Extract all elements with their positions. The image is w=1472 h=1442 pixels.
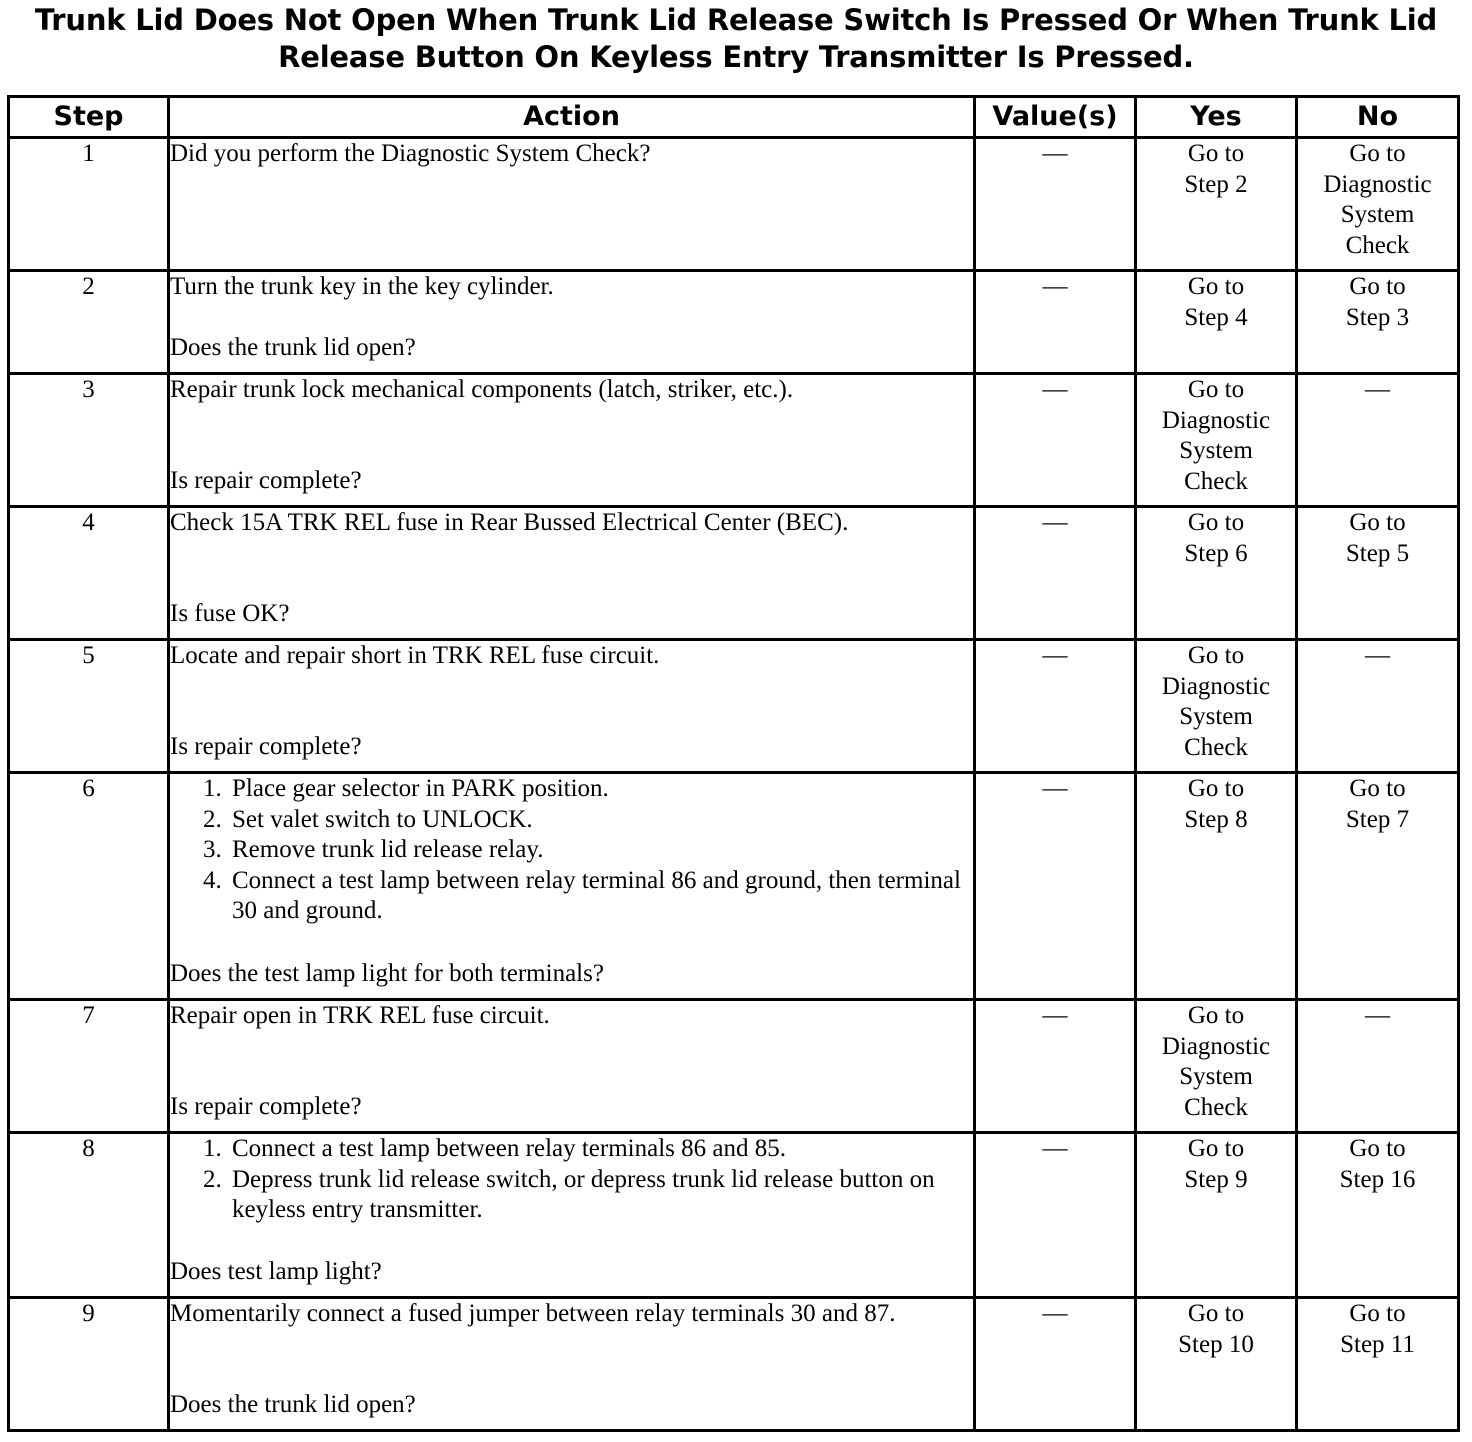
action-question: Does the trunk lid open? bbox=[170, 333, 416, 361]
action-question: Is fuse OK? bbox=[170, 599, 290, 627]
no-line: Go to bbox=[1349, 273, 1406, 300]
action-question: Is repair complete? bbox=[170, 466, 362, 494]
action-cell bbox=[169, 138, 975, 271]
no-line: Go to bbox=[1349, 775, 1406, 802]
table-row bbox=[9, 374, 1459, 507]
yes-line: Diagnostic bbox=[1161, 1032, 1271, 1060]
yes-line: System bbox=[1179, 1063, 1253, 1090]
no-line: Go to bbox=[1349, 1135, 1406, 1162]
yes-line: Check bbox=[1184, 467, 1248, 495]
header-step: Step bbox=[9, 97, 169, 138]
yes-line: Go to bbox=[1187, 1300, 1245, 1327]
action-cell bbox=[169, 1133, 975, 1298]
page-title bbox=[0, 2, 1472, 76]
header-row bbox=[9, 97, 1459, 138]
no-line: Check bbox=[1345, 231, 1410, 259]
action-step-item: 2. Depress trunk lid release switch, or depress trunk lid release button on keyless entry transmitter. bbox=[228, 1165, 973, 1226]
yes-line: Step 8 bbox=[1184, 805, 1248, 833]
action-text: Turn the trunk key in the key cylinder. bbox=[170, 273, 554, 300]
action-question: Is repair complete? bbox=[170, 732, 362, 760]
yes-line: Step 10 bbox=[1178, 1330, 1254, 1358]
value-cell: — bbox=[975, 640, 1136, 773]
no-line: Go to bbox=[1349, 1300, 1406, 1327]
table-row bbox=[9, 138, 1459, 271]
yes-line: Go to bbox=[1187, 509, 1245, 536]
step-number: 1 bbox=[9, 138, 169, 271]
step-number: 8 bbox=[9, 1133, 169, 1298]
yes-line: Go to bbox=[1187, 1135, 1245, 1162]
table-row bbox=[9, 640, 1459, 773]
yes-line: Go to bbox=[1187, 775, 1245, 802]
value-cell: — bbox=[975, 374, 1136, 507]
yes-line: Step 6 bbox=[1184, 539, 1248, 567]
table-row bbox=[9, 1298, 1459, 1431]
yes-line: Diagnostic bbox=[1161, 406, 1271, 434]
step-number: 5 bbox=[9, 640, 169, 773]
action-step-item: 2. Set valet switch to UNLOCK. bbox=[228, 805, 973, 836]
no-line: — bbox=[1365, 376, 1390, 403]
table-row bbox=[9, 773, 1459, 1000]
step-number: 3 bbox=[9, 374, 169, 507]
yes-cell bbox=[1136, 1133, 1297, 1298]
action-step-item: 3. Remove trunk lid release relay. bbox=[228, 835, 973, 866]
yes-line: Go to bbox=[1187, 642, 1245, 669]
yes-cell bbox=[1136, 640, 1297, 773]
yes-cell bbox=[1136, 1298, 1297, 1431]
table-row bbox=[9, 507, 1459, 640]
title-line-1: Trunk Lid Does Not Open When Trunk Lid Release Switch Is Pressed Or When Trunk Lid bbox=[34, 3, 1438, 37]
yes-line: Go to bbox=[1187, 1002, 1245, 1029]
no-line: — bbox=[1365, 1002, 1390, 1029]
step-number: 9 bbox=[9, 1298, 169, 1431]
no-cell bbox=[1297, 1133, 1459, 1298]
yes-line: System bbox=[1179, 437, 1253, 464]
action-cell bbox=[169, 1298, 975, 1431]
yes-cell bbox=[1136, 138, 1297, 271]
action-question: Does the test lamp light for both terminals? bbox=[170, 959, 604, 987]
no-cell bbox=[1297, 773, 1459, 1000]
no-line: Step 3 bbox=[1345, 303, 1410, 331]
no-line: Go to bbox=[1349, 140, 1406, 167]
no-line: Step 5 bbox=[1345, 539, 1410, 567]
action-step-item: 4. Connect a test lamp between relay terminal 86 and ground, then terminal 30 and ground. bbox=[228, 866, 973, 927]
no-line: Step 16 bbox=[1339, 1165, 1416, 1193]
action-step-item: 1. Place gear selector in PARK position. bbox=[228, 774, 973, 805]
step-number: 2 bbox=[9, 271, 169, 374]
no-line: System bbox=[1340, 201, 1415, 228]
no-cell bbox=[1297, 271, 1459, 374]
action-text: Repair trunk lock mechanical components (latch, striker, etc.). bbox=[170, 376, 794, 403]
action-cell bbox=[169, 374, 975, 507]
action-question: Does the trunk lid open? bbox=[170, 1390, 416, 1418]
yes-cell bbox=[1136, 773, 1297, 1000]
table-row bbox=[9, 271, 1459, 374]
yes-cell bbox=[1136, 374, 1297, 507]
no-cell bbox=[1297, 507, 1459, 640]
step-number: 6 bbox=[9, 773, 169, 1000]
no-cell bbox=[1297, 374, 1459, 507]
yes-cell bbox=[1136, 507, 1297, 640]
value-cell: — bbox=[975, 773, 1136, 1000]
yes-line: System bbox=[1179, 703, 1253, 730]
yes-line: Go to bbox=[1187, 140, 1245, 167]
yes-line: Diagnostic bbox=[1161, 672, 1271, 700]
value-cell: — bbox=[975, 1298, 1136, 1431]
value-cell: — bbox=[975, 1133, 1136, 1298]
action-cell bbox=[169, 507, 975, 640]
step-number: 4 bbox=[9, 507, 169, 640]
action-cell bbox=[169, 640, 975, 773]
action-text: Momentarily connect a fused jumper between relay terminals 30 and 87. bbox=[170, 1300, 896, 1327]
action-text: Locate and repair short in TRK REL fuse circuit. bbox=[170, 642, 660, 669]
action-question: Does test lamp light? bbox=[170, 1257, 382, 1285]
no-cell bbox=[1297, 640, 1459, 773]
header-no: No bbox=[1297, 97, 1459, 138]
no-line: Step 7 bbox=[1345, 805, 1410, 833]
header-action: Action bbox=[169, 97, 975, 138]
value-cell: — bbox=[975, 507, 1136, 640]
no-cell bbox=[1297, 1298, 1459, 1431]
step-number: 7 bbox=[9, 1000, 169, 1133]
yes-line: Go to bbox=[1187, 376, 1245, 403]
action-step-item: 1. Connect a test lamp between relay terminals 86 and 85. bbox=[228, 1134, 973, 1165]
yes-cell bbox=[1136, 271, 1297, 374]
header-values: Value(s) bbox=[975, 97, 1136, 138]
action-cell bbox=[169, 271, 975, 374]
yes-line: Step 9 bbox=[1184, 1165, 1248, 1193]
action-step-list bbox=[170, 1134, 973, 1226]
title-line-2: Release Button On Keyless Entry Transmitter Is Pressed. bbox=[278, 40, 1194, 74]
header-yes: Yes bbox=[1136, 97, 1297, 138]
action-text: Check 15A TRK REL fuse in Rear Bussed Electrical Center (BEC). bbox=[170, 509, 849, 536]
yes-line: Step 2 bbox=[1184, 170, 1248, 198]
table-body bbox=[9, 138, 1459, 1431]
action-text: Repair open in TRK REL fuse circuit. bbox=[170, 1002, 550, 1029]
value-cell: — bbox=[975, 138, 1136, 271]
yes-line: Check bbox=[1184, 1093, 1248, 1121]
no-cell bbox=[1297, 138, 1459, 271]
diagnostic-table bbox=[7, 95, 1460, 1432]
yes-cell bbox=[1136, 1000, 1297, 1133]
yes-line: Go to bbox=[1187, 273, 1245, 300]
no-line: Step 11 bbox=[1340, 1330, 1415, 1358]
table-row bbox=[9, 1000, 1459, 1133]
no-line: Diagnostic bbox=[1323, 170, 1432, 198]
no-cell bbox=[1297, 1000, 1459, 1133]
yes-line: Check bbox=[1184, 733, 1248, 761]
yes-line: Step 4 bbox=[1184, 303, 1248, 331]
action-cell bbox=[169, 1000, 975, 1133]
table-row bbox=[9, 1133, 1459, 1298]
no-line: Go to bbox=[1349, 509, 1406, 536]
value-cell: — bbox=[975, 271, 1136, 374]
action-cell bbox=[169, 773, 975, 1000]
action-text: Did you perform the Diagnostic System Check? bbox=[170, 140, 651, 167]
no-line: — bbox=[1365, 642, 1390, 669]
action-question: Is repair complete? bbox=[170, 1092, 362, 1120]
value-cell: — bbox=[975, 1000, 1136, 1133]
action-step-list bbox=[170, 774, 973, 927]
